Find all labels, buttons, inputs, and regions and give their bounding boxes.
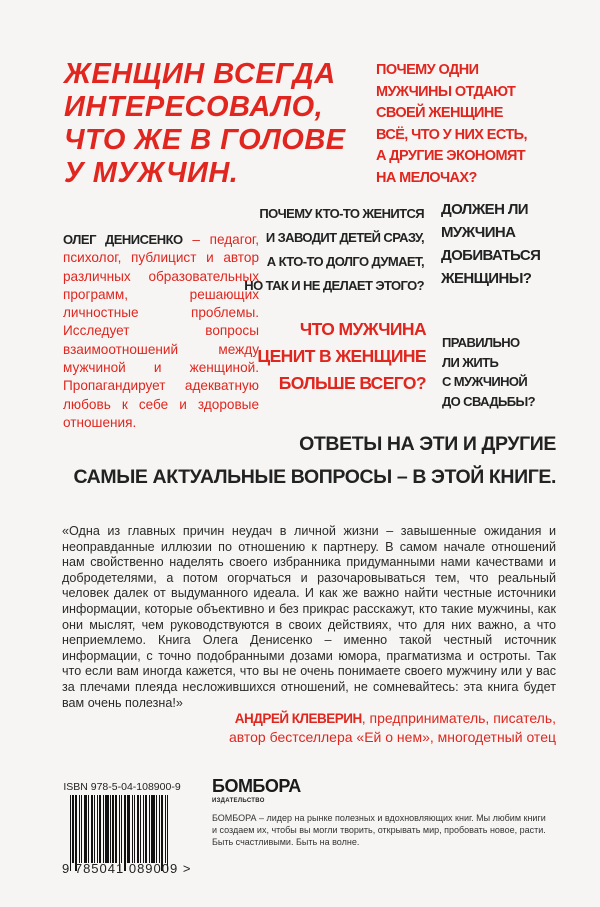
barcode-bar: [165, 795, 166, 863]
question-line: А ДРУГИЕ ЭКОНОМЯТ: [376, 148, 526, 164]
question-line: ДО СВАДЬБЫ?: [442, 393, 536, 409]
question-line: СВОЕЙ ЖЕНЩИНЕ: [376, 105, 503, 121]
barcode-bar: [91, 795, 93, 863]
question-line: И ЗАВОДИТ ДЕТЕЙ СРАЗУ,: [265, 230, 424, 245]
isbn-label: ISBN 978-5-04-108900-9: [63, 781, 181, 793]
question-line: А КТО-ТО ДОЛГО ДУМАЕТ,: [266, 254, 424, 269]
barcode-bar: [110, 795, 111, 863]
barcode-bar: [115, 795, 117, 863]
publisher-block: [212, 776, 552, 848]
question-line: МУЖЧИНА: [441, 224, 516, 241]
reviewer-title: , предприниматель, писатель,: [361, 710, 556, 726]
barcode-bar: [121, 795, 122, 863]
barcode-bar: [94, 795, 95, 863]
question-line: ПРАВИЛЬНО: [442, 335, 520, 350]
question-line: НА МЕЛОЧАХ?: [376, 169, 477, 186]
barcode-bar: [112, 795, 113, 863]
reviewer-name: АНДРЕЙ КЛЕВЕРИН: [234, 711, 362, 726]
question-gifts: [376, 60, 576, 189]
barcode-bar: [124, 795, 126, 871]
question-line: НО ТАК И НЕ ДЕЛАЕТ ЭТОГО?: [244, 278, 424, 293]
question-line: МУЖЧИНЫ ОТДАЮТ: [376, 83, 516, 100]
headline: [64, 58, 364, 190]
headline-line: У МУЖЧИН.: [64, 157, 239, 189]
barcode-bar: [149, 795, 150, 863]
barcode-bar: [88, 795, 89, 863]
answer-line: САМЫЕ АКТУАЛЬНЫЕ ВОПРОСЫ – В ЭТОЙ КНИГЕ.: [73, 466, 556, 488]
barcode-bar: [103, 795, 104, 863]
publisher-description: БОМБОРА – лидер на рынке полезных и вдохновляющих книг. Мы любим книги и создаем их, чтобы вы могли творить, открывать мир, пробовать новое, расти. Быть счастливыми. Быть на волне.: [212, 813, 546, 847]
question-cohabit: [442, 333, 582, 411]
question-line: С МУЖЧИНОЙ: [442, 374, 528, 389]
headline-line: ИНТЕРЕСОВАЛО,: [64, 91, 324, 123]
review-quote: «Одна из главных причин неудач в личной жизни – завышенные ожидания и неоправданные иллюзии по отношению к партнеру. В самом начале отношений нам свойственно наделять своего избранника придуманными нами качествами и добродетелями, а потом огорчаться и разочаровываться тем, что реальный человек далек от выдуманного идеала. И как же важно найти честные источники информации, которые объективно и без прикрас расскажут, кто такие мужчины, как они мыслят, чем руководствуются в своих действиях, что для них важно, а что неприемлемо. Книга Олега Денисенко – именно такой честный источник информации, с точно подобранными дозами юмора, прагматизма и остроты. Так что если вам иногда кажется, что вы не очень понимаете своего мужчину или у вас за плечами плеяда несложившихся отношений, не сомневайтесь: эта книга будет вам очень полезна!»: [62, 524, 556, 710]
barcode-bar: [81, 795, 82, 863]
barcode-bar: [127, 795, 130, 863]
barcode-bar: [99, 795, 101, 863]
question-line: ДОБИВАТЬСЯ: [441, 247, 541, 264]
question-line: ПОЧЕМУ КТО-ТО ЖЕНИТСЯ: [259, 206, 424, 221]
barcode-bar: [70, 795, 71, 871]
author-bio: [63, 231, 259, 432]
question-line: ЦЕНИТ В ЖЕНЩИНЕ: [257, 346, 426, 366]
barcode-bar: [134, 795, 135, 863]
barcode-bar: [140, 795, 141, 863]
barcode-bar: [105, 795, 108, 863]
question-pursue: [441, 198, 581, 290]
publisher-subtitle: ИЗДАТЕЛЬСТВО: [212, 798, 265, 804]
question-line: ВСЁ, ЧТО У НИХ ЕСТЬ,: [376, 126, 527, 143]
reviewer-title: автор бестселлера «Ей о нем», многодетный отец: [228, 729, 556, 745]
barcode-bar: [79, 795, 80, 863]
question-line: ЧТО МУЖЧИНА: [299, 319, 426, 339]
barcode-bar: [84, 795, 87, 863]
question-line: ЖЕНЩИНЫ?: [441, 270, 532, 287]
answer-line: ОТВЕТЫ НА ЭТИ И ДРУГИЕ: [299, 433, 556, 455]
question-line: БОЛЬШЕ ВСЕГО?: [278, 373, 426, 393]
barcode-bars: [62, 795, 182, 863]
barcode-bar: [145, 795, 147, 863]
question-values: [250, 316, 426, 397]
barcode-bar: [161, 795, 163, 871]
barcode-bar: [159, 795, 160, 863]
headline-line: ЖЕНЩИН ВСЕГДА: [64, 58, 336, 90]
barcode-bar: [151, 795, 154, 863]
barcode-bar: [72, 795, 73, 863]
barcode-bar: [137, 795, 139, 863]
author-bio-text: – педагог, психолог, публицист и автор различных образовательных программ, решающих личностные проблемы. Исследует вопросы взаимоотношений между мужчиной и женщиной. Пропагандирует адекватную любовь к себе и здоровые отношения.: [63, 232, 259, 430]
barcode-digits: 9 785041 089009 >: [62, 861, 192, 876]
barcode-bar: [156, 795, 157, 863]
answer-heading: [40, 428, 556, 494]
barcode-bar: [132, 795, 133, 863]
barcode-bar: [75, 795, 77, 871]
barcode-bar: [143, 795, 144, 863]
question-line: ДОЛЖЕН ЛИ: [441, 201, 528, 218]
question-line: ЛИ ЖИТЬ: [442, 354, 499, 370]
barcode-bar: [119, 795, 120, 871]
barcode-bar: [167, 795, 168, 871]
barcode: [62, 781, 192, 876]
question-line: ПОЧЕМУ ОДНИ: [376, 62, 479, 78]
author-name: ОЛЕГ ДЕНИСЕНКО: [63, 232, 183, 247]
quote-attribution: [200, 709, 556, 746]
headline-line: ЧТО ЖЕ В ГОЛОВЕ: [64, 124, 346, 156]
publisher-logo: БОМБОРА: [212, 776, 301, 796]
barcode-bar: [97, 795, 98, 863]
